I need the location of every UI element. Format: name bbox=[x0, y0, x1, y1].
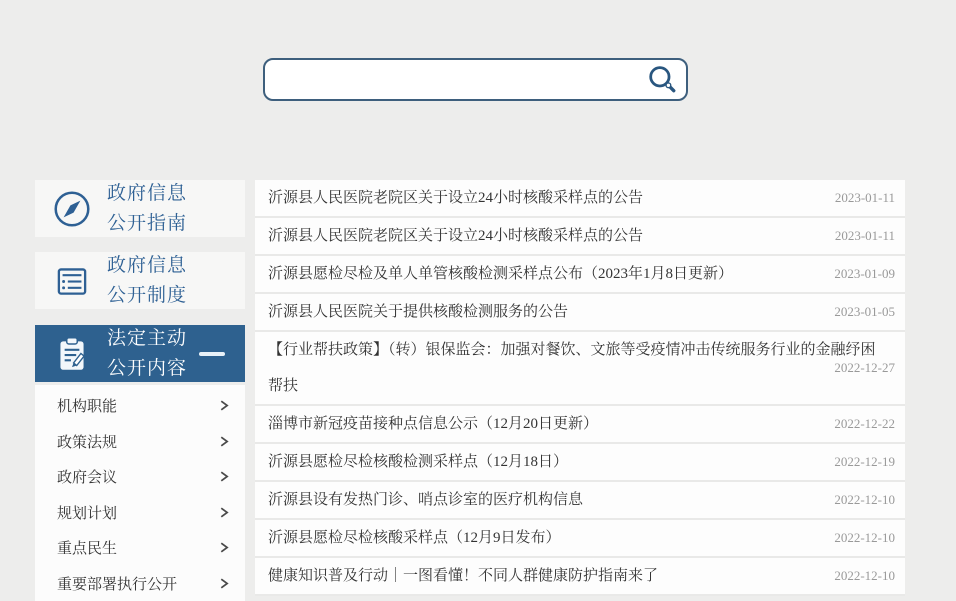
news-row[interactable] bbox=[255, 558, 905, 596]
chevron-right-icon bbox=[218, 540, 231, 555]
minus-icon[interactable] bbox=[199, 352, 225, 356]
chevron-right-icon bbox=[218, 469, 231, 484]
news-title[interactable]: 【行业帮扶政策】（转）银保监会：加强对餐饮、文旅等受疫情冲击传统服务行业的金融纾困帮扶 bbox=[268, 332, 895, 404]
chevron-right-icon bbox=[218, 398, 231, 413]
news-date: 2022-12-19 bbox=[834, 454, 895, 470]
news-date: 2023-01-05 bbox=[834, 304, 895, 320]
news-date: 2022-12-10 bbox=[834, 492, 895, 508]
document-icon bbox=[51, 260, 93, 302]
sidebar-submenu bbox=[35, 385, 245, 601]
news-title[interactable]: 淄博市新冠疫苗接种点信息公示（12月20日更新） bbox=[268, 406, 895, 442]
news-date: 2023-01-11 bbox=[835, 190, 895, 206]
news-row[interactable] bbox=[255, 218, 905, 256]
search-input[interactable] bbox=[265, 60, 638, 99]
news-row[interactable] bbox=[255, 520, 905, 558]
news-row[interactable] bbox=[255, 332, 905, 406]
submenu-item-label: 政府会议 bbox=[57, 466, 117, 487]
news-date: 2022-12-22 bbox=[834, 416, 895, 432]
sidebar-item-system[interactable] bbox=[35, 252, 245, 309]
news-row[interactable] bbox=[255, 180, 905, 218]
sidebar-item-statutory-active[interactable] bbox=[35, 325, 245, 382]
sidebar-submenu-item[interactable] bbox=[35, 424, 245, 460]
sidebar-item-label: 政府信息 公开指南 bbox=[107, 179, 187, 239]
sidebar-submenu-item[interactable] bbox=[35, 495, 245, 531]
news-row[interactable] bbox=[255, 482, 905, 520]
compass-icon bbox=[51, 188, 93, 230]
submenu-item-label: 重要部署执行公开 bbox=[57, 573, 177, 594]
chevron-right-icon bbox=[218, 434, 231, 449]
news-title[interactable]: 沂源县人民医院老院区关于设立24小时核酸采样点的公告 bbox=[268, 180, 895, 216]
sidebar-item-label: 政府信息 公开制度 bbox=[107, 251, 187, 311]
news-row[interactable] bbox=[255, 256, 905, 294]
news-date: 2022-12-27 bbox=[834, 360, 895, 376]
news-title[interactable]: 沂源县人民医院老院区关于设立24小时核酸采样点的公告 bbox=[268, 218, 895, 254]
news-date: 2022-12-10 bbox=[834, 568, 895, 584]
news-date: 2023-01-09 bbox=[834, 266, 895, 282]
news-row[interactable] bbox=[255, 444, 905, 482]
news-date: 2023-01-11 bbox=[835, 228, 895, 244]
news-title[interactable]: 沂源县愿检尽检核酸检测采样点（12月18日） bbox=[268, 444, 895, 480]
news-list bbox=[255, 180, 905, 596]
chevron-right-icon bbox=[218, 505, 231, 520]
news-date: 2022-12-10 bbox=[834, 530, 895, 546]
search-icon bbox=[646, 64, 678, 96]
search-button[interactable] bbox=[638, 60, 686, 99]
sidebar-submenu-item[interactable] bbox=[35, 388, 245, 424]
news-row[interactable] bbox=[255, 406, 905, 444]
news-title[interactable]: 沂源县愿检尽检核酸采样点（12月9日发布） bbox=[268, 520, 895, 556]
submenu-item-label: 重点民生 bbox=[57, 537, 117, 558]
clipboard-icon bbox=[51, 333, 93, 375]
sidebar-item-guide[interactable] bbox=[35, 180, 245, 237]
news-title[interactable]: 沂源县设有发热门诊、哨点诊室的医疗机构信息 bbox=[268, 482, 895, 518]
sidebar-submenu-item[interactable] bbox=[35, 530, 245, 566]
search-bar bbox=[263, 58, 688, 101]
submenu-item-label: 规划计划 bbox=[57, 502, 117, 523]
sidebar-submenu-item[interactable] bbox=[35, 459, 245, 495]
sidebar-submenu-item[interactable] bbox=[35, 566, 245, 601]
sidebar-item-label: 法定主动 公开内容 bbox=[107, 324, 187, 384]
chevron-right-icon bbox=[218, 576, 231, 591]
submenu-item-label: 机构职能 bbox=[57, 395, 117, 416]
news-title[interactable]: 健康知识普及行动｜一图看懂！不同人群健康防护指南来了 bbox=[268, 558, 895, 594]
news-title[interactable]: 沂源县愿检尽检及单人单管核酸检测采样点公布（2023年1月8日更新） bbox=[268, 256, 895, 292]
submenu-item-label: 政策法规 bbox=[57, 431, 117, 452]
news-row[interactable] bbox=[255, 294, 905, 332]
news-title[interactable]: 沂源县人民医院关于提供核酸检测服务的公告 bbox=[268, 294, 895, 330]
sidebar bbox=[35, 180, 245, 601]
